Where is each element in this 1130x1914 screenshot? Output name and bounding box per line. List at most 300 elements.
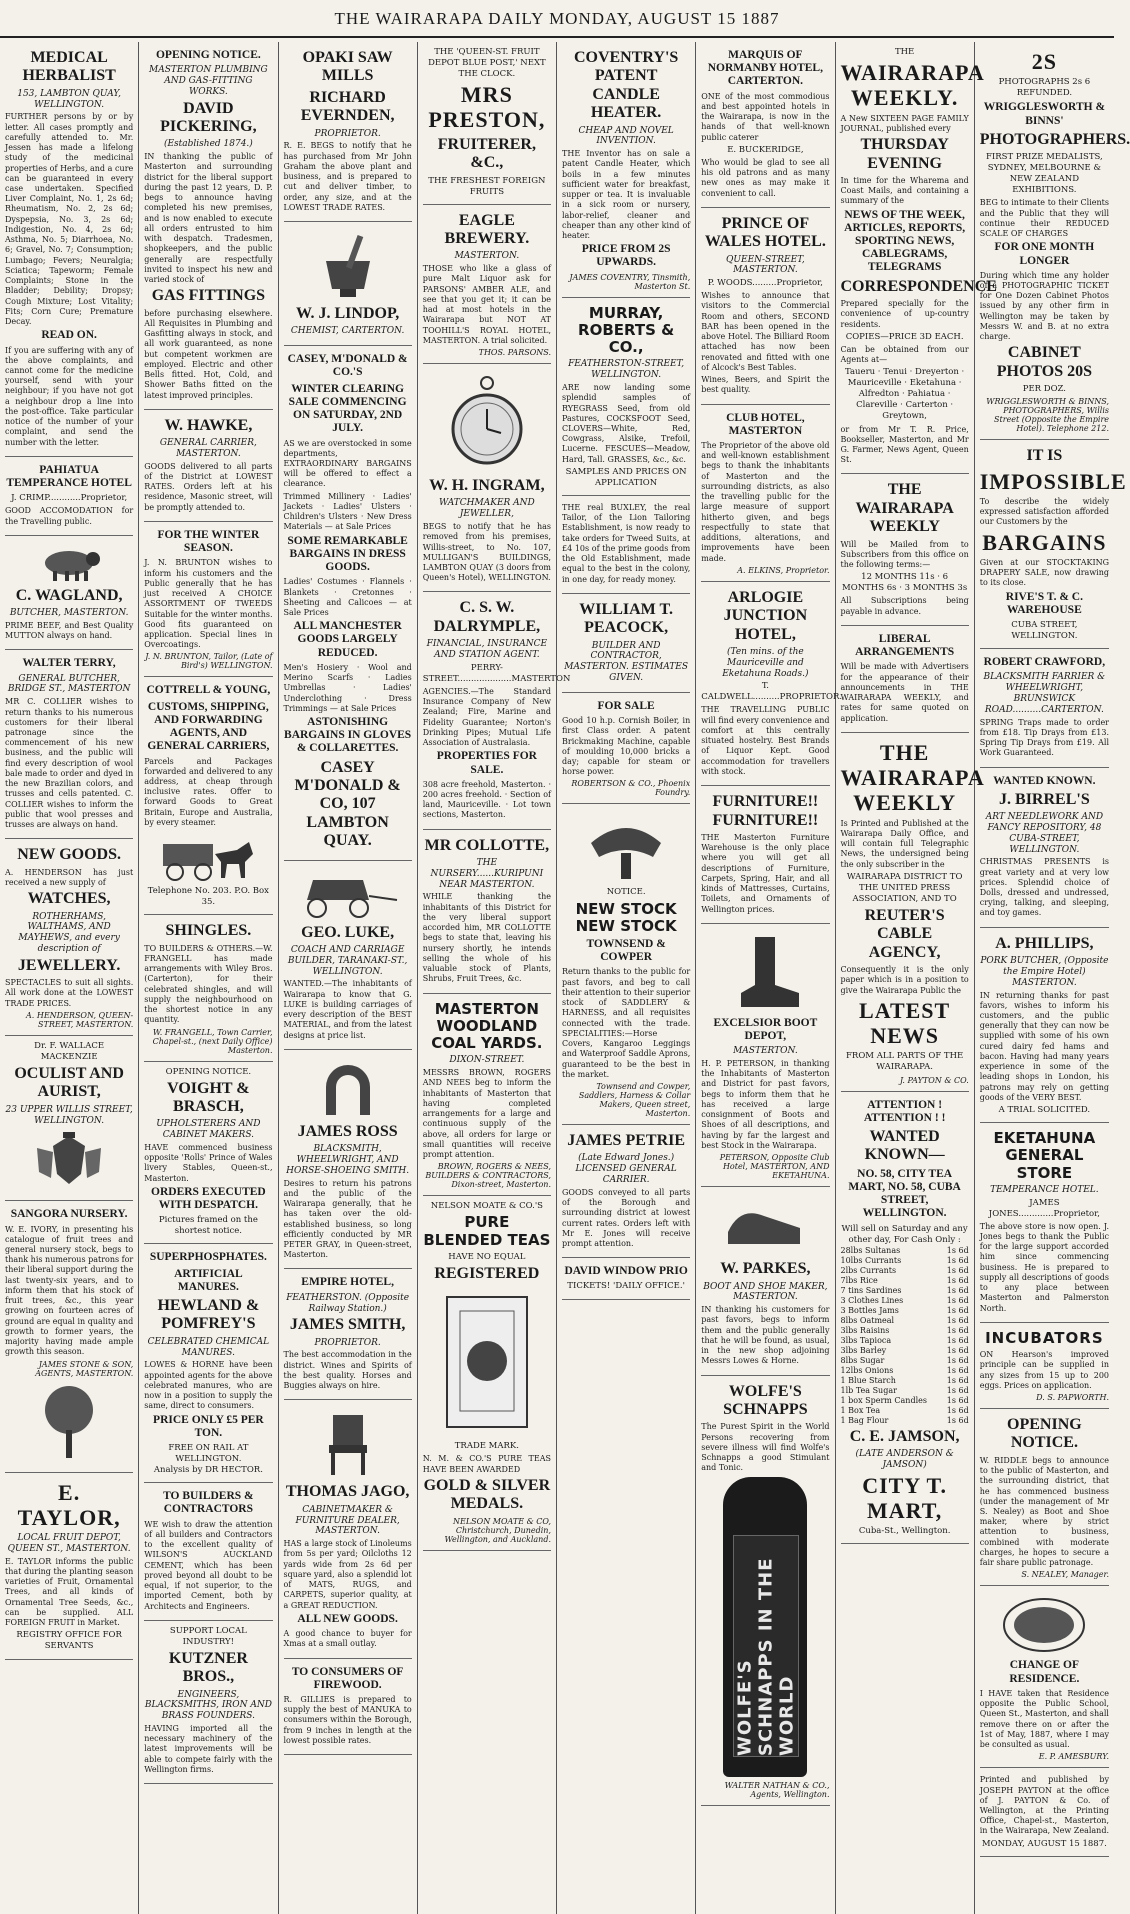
oculist-title: OCULIST AND AURIST, [14,1064,124,1101]
birrel-ad [980,768,1109,928]
horseshoe-icon [308,1059,388,1119]
brunton-body: J. N. BRUNTON wishes to inform his customers and the Public generally that he has just received A CHOICE ASSORTMENT OF TWEEDS Suitable for the winter months. Good fits guaranteed on application. Special lines in Overcoatings. [144,558,273,650]
casey-all: ALL MANCHESTER GOODS LARGELY REDUCED. [293,620,402,659]
ross-ad [284,1050,412,1270]
jago-body: HAS a large stock of Linoleums from 5s per yard; Oilcloths 12 yards wide from 2s 6d per square yard, also a splendid lot of MATS, RUGS, and CARPETS, superior quality, at a GREAT REDUCTION. [283,1539,412,1610]
manures-ad [144,1244,272,1483]
weekly-items: NEWS OF THE WEEK, ARTICLES, REPORTS, SPORTING NEWS, CABLEGRAMS, TELEGRAMS [844,208,966,274]
wagland-ad [5,536,133,651]
wrigglesworth-body2: During which time any holder of a PHOTOGRAPHIC TICKET for One Dozen Cabinet Photos issued by any other firm in Wellington may be taken by Messrs W. and B. at no extra charge. [979,270,1109,342]
price-amount: 1s 6d [946,1385,969,1395]
wanted-title: WANTED KNOWN. [993,774,1096,787]
pocket-watch-icon [447,373,527,473]
price-amount: 1s 6d [946,1355,969,1365]
wagland-sub: BUTCHER, MASTERTON. [9,608,129,619]
opaki-ad [284,42,412,222]
murray-title: MURRAY, ROBERTS & CO., [578,303,675,357]
wrigglesworth-medals: FIRST PRIZE MEDALISTS, SYDNEY, MELBOURNE & NEW ZEALAND EXHIBITIONS. [986,152,1103,196]
opening2-body: W. RIDDLE begs to announce to the public of Masterton, and the surrounding district, that he has commenced business (under the management of Mr S. Nealey) as Boot and Shoe maker, where by strict attention to business, combined with moderate charges, he hopes to secure a fair share public patronage. [979,1455,1109,1568]
kutzner-ad [144,1621,272,1784]
murray-samples: SAMPLES AND PRICES ON APPLICATION [565,466,687,488]
hawke-body: GOODS delivered to all parts of the District at LOWEST RATES. Orders left at his residence, Masonic street, will be promptly attended to. [144,461,273,512]
wagland-body: PRIME BEEF, and Best Quality MUTTON always on hand. [5,621,134,641]
column-2 [139,42,278,1914]
kutzner-sub: ENGINEERS, BLACKSMITHS, IRON AND BRASS FOUNDERS. [144,1689,272,1722]
coventry-ad [562,42,690,298]
taylor-sub: LOCAL FRUIT DEPOT, QUEEN ST., MASTERTON. [7,1533,131,1554]
luke-sub: COACH AND CARRIAGE BUILDER, TARANAKI-ST., WELLINGTON. [287,945,408,977]
allnew-title: ALL NEW GOODS. [297,1612,398,1625]
herbalist-body: FURTHER persons by or by letter. All cases promptly and carefully attended to. Mr. Jessen has made a lifelong study of the medicinal properties of Herbs, and a cure can be guaranteed in every case undertaken. Specified Liver Complaint, No. 1, 2s 6d; Rheumatism, No. 2, 2s 6d; Dyspepsia, No. 3, 2s 6d; Indigestion, No. 4, 2s 6d; Asthma, No. 5; Diarrhoea, No. 6; Gravel, No. 7; Consumption; Lumbago; Fevers; Neuralgia; Sciatica; Tapeworm; Female Complaints; Stone in the Bladder; Debility; Dropsy; Cough Mixture; Lost Vitality; Fits; Corn Cure; Premature Decay. [5,112,134,327]
price-item: 2lbs Currants [840,1265,897,1275]
price-amount: 1s 6d [946,1245,969,1255]
parkes-sub: BOOT AND SHOE MAKER, MASTERTON. [703,1281,828,1303]
coventry-sub: CHEAP AND NOVEL INVENTION. [578,125,674,147]
herbalist-read: READ ON. [41,329,97,342]
nursery-title: SANGORA NURSERY. [10,1208,128,1221]
reuter-title: REUTER'S CABLE AGENCY, [864,906,945,961]
reuter-body: Consequently it is the only paper which is in a position to give the Wairarapa Public the [840,965,969,995]
petrie-title: JAMES PETRIE [567,1132,686,1150]
price-item: 10lbs Currants [840,1255,902,1265]
price-amount: 1s 6d [946,1345,969,1355]
bargains-title: BARGAINS [982,529,1107,555]
wrangell-sign: W. FRANGELL, Town Carrier, Chapel-st., (next Daily Office) Masterton. [152,1027,273,1055]
price-list-row [841,1366,969,1376]
empire-title: EMPIRE HOTEL, [301,1276,394,1289]
weekly-corr: CORRESPONDENCE [840,277,997,295]
jewellery-title: JEWELLERY. [17,956,121,974]
weekly-agents: Can be obtained from our Agents at— [840,344,969,365]
price-item: 3 Bottles Jams [840,1305,899,1315]
coal-sub: DIXON-STREET. [449,1055,525,1066]
price-amount: 1s 6d [946,1415,969,1425]
eketahuna-ad [980,1123,1109,1323]
forsale-ad [562,693,690,805]
kutzner-top: SUPPORT LOCAL INDUSTRY! [169,1625,247,1647]
coal-body: MESSRS BROWN, ROGERS AND NEES beg to inform the inhabitants of Masterton that having completed arrangements for a large and continuous supply of the above, all orders for large or small quantities will receive prompt attention. [422,1068,551,1160]
incubators-sign: D. S. PAPWORTH. [1036,1393,1109,1403]
watches-title: WATCHES, [27,890,111,908]
arlogie-body: THE TRAVELLING PUBLIC will find every convenience and comfort at this centrally situated hostelry. Best Brands of Liquor Kept. Good accommodation for travellers with stock. [701,705,830,776]
phillips-sub: PORK BUTCHER, (Opposite the Empire Hotel) MASTERTON. [980,956,1109,988]
voight-note: Pictures framed on the shortest notice. [158,1215,258,1237]
impossible-body: To describe the widely expressed satisfaction afforded our Customers by the [979,496,1109,527]
residence-sign: E. P. AMESBURY. [1038,1752,1109,1762]
price-amount: 1s 6d [946,1305,969,1315]
coal-sign: BROWN, ROGERS & NEES, BUILDERS & CONTRACTORS, Dixon-street, Masterton. [425,1162,551,1190]
weekly2-ad [841,474,969,625]
weekly-corr-body: Prepared specially for the convenience of up-country residents. [840,299,969,329]
boot-sign: PETERSON, Opposite Club Hotel, MASTERTON, AND EKETAHUNA. [719,1153,830,1181]
builders-ad [144,1483,272,1621]
cottrell-ad [144,677,272,915]
opening2-sign: S. NEALEY, Manager. [1021,1570,1109,1580]
weekly-note: In time for the Wharema and Coast Mails, and containing a summary of the [840,175,969,206]
price-item: 1lb Tea Sugar [840,1385,897,1395]
hewland-analysis: Analysis by DR HECTOR. [153,1465,263,1476]
casey-list: Trimmed Millinery · Ladies' Jackets · Ladies' Ulsters · Children's Ulsters · New Dress Materials — at Sale Prices [283,491,412,532]
firewood-title: TO CONSUMERS OF FIREWOOD. [291,1665,404,1691]
price-item: 28lbs Sultanas [840,1245,901,1255]
weekly3-district: WAIRARAPA DISTRICT TO THE UNITED PRESS ASSOCIATION, AND TO [846,871,963,904]
weekly-the: THE [894,47,915,57]
weekly-ad [840,42,997,474]
crawford-title: ROBERT CRAWFORD, [983,656,1106,669]
boot-ad [701,924,829,1187]
jamson-sub: (LATE ANDERSON & JAMSON) [855,1449,954,1470]
wolfe-sign: WALTER NATHAN & CO., Agents, Wellington. [724,1781,830,1800]
reuter-sign: J. PAYTON & CO. [899,1075,969,1085]
voight-sub: UPHOLSTERERS AND CABINET MAKERS. [156,1119,261,1141]
prince-sub: QUEEN-STREET, MASTERTON. [726,254,805,276]
reuter-from: FROM ALL PARTS OF THE WAIRARAPA. [846,1051,964,1073]
opaki-body: R. E. BEGS to notify that he has purchased from Mr John Graham the above plant and business, and is prepared to cut and deliver timber, to order, any size, and at the LOWEST TRADE RATES. [283,141,412,212]
masthead-title: THE WAIRARAPA DAILY MONDAY, AUGUST 15 1887 [334,9,780,28]
shoe-icon [720,1196,810,1256]
nursery-body: W. E. IVORY, in presenting his catalogue of fruit trees and general nursery stock, begs to thank his numerous patrons for their liberal support during the last twenty-six years, and to inform them that his stock of fruit trees, &c., this year growing on fourteen acres of ground are equal in quality and growth to former years, the majority having made ample growth this season. [5,1224,134,1357]
herbalist-ad [5,42,133,457]
pahiatua-hotel-ad [5,457,133,536]
window-sub: TICKETS! 'DAILY OFFICE.' [567,1281,685,1292]
townsend-ad [562,804,690,1125]
price-amount: 1s 6d [946,1315,969,1325]
lindop-ad [284,222,412,346]
nelson-sign: NELSON MOATE & CO, Christchurch, Dunedin, Wellington, and Auckland. [444,1516,551,1544]
price-list-row [841,1296,969,1306]
price-item: 1 Blue Starch [840,1375,896,1385]
eagle-sub: MASTERTON. [454,251,520,262]
henderson-spec: SPECTACLES to suit all sights. All work done at the LOWEST TRADE PRICES. [5,978,134,1008]
column-4 [418,42,571,1914]
wrigglesworth-body: BEG to intimate to their Clients and the Public that they will continue their REDUCED SCALE OF CHARGES [979,198,1109,239]
casey-sale: WINTER CLEARING SALE COMMENCING ON SATURDAY, 2ND JULY. [288,382,407,435]
collotte-body: WHILE thanking the inhabitants of this District for the very liberal support accorded him, MR COLLOTTE begs to state that, leaving his nursery shortly, he intends selling the whole of his valuable stock of Plants, Shrubs, Fruit Trees, &c. [422,892,551,984]
dalrymple-ad [422,592,571,829]
opening-title: OPENING NOTICE. [155,49,261,61]
allnew-body: A good chance to buyer for Xmas at a small outlay. [283,1629,412,1649]
empire-body: The best accommodation in the district. Wines and Spirits of the best quality. Horses and Buggies always on hire. [283,1350,412,1391]
dalrymple-props: PROPERTIES FOR SALE. [436,750,537,776]
jago-sub: CABINETMAKER & FURNITURE DEALER, MASTERTON. [295,1504,400,1537]
hotel-proprietor: J. CRIMP............Proprietor, [11,493,128,504]
price-item: 12lbs Onions [840,1365,894,1375]
wrigglesworth-sub: PHOTOGRAPHERS. [979,130,1130,148]
firewood-ad [284,1659,412,1756]
price-list-row [841,1346,969,1356]
marquis-body: ONE of the most commodious and best appointed hotels in the Wairarapa, is now in the hands of that well-known public caterer [701,91,830,142]
henderson-ad [5,839,133,1036]
price-item: 8lbs Sugar [840,1355,885,1365]
voight-ad [144,1062,272,1245]
price-list-row [841,1336,969,1346]
masthead [0,0,1114,38]
price-list-row [841,1326,969,1336]
liberal-body: Will be made with Advertisers for the appearance of their announcements in THE WAIRARAPA WEEKLY, and rates for same quoted on application. [840,662,969,723]
townsend-body: Return thanks to the public for past favors, and beg to call their attention to their superior stock of SADDLERY & HARNESS, and all requisites connected with the trade. SPECIALITIES:—Horse Covers, Kangaroo Leggings and Waterproof Saddle Aprons, guaranteed to be the best in the market. [562,967,691,1079]
price-list-row [841,1316,969,1326]
price-list-row [841,1376,969,1386]
hotel-title: PAHIATUA TEMPERANCE HOTEL [6,463,132,490]
marquis-ad [701,42,829,208]
arlogie-title: ARLOGIE JUNCTION HOTEL, [723,588,808,643]
marquis-name: E. BUCKERIDGE, [727,144,804,155]
coventry-title: COVENTRY'S PATENT CANDLE HEATER. [573,49,679,122]
murray-sub: FEATHERSTON-STREET, WELLINGTON. [568,359,685,381]
super-title: SUPERPHOSPHATES. [149,1251,267,1264]
casey-bargains: SOME REMARKABLE BARGAINS IN DRESS GOODS. [287,534,408,574]
weekly-towns: Taueru · Tenui · Dreyerton · Mauriceville · Eketahuna · Alfredton · Pahiatua · Clareville · Carterton · Greytown, [844,367,965,422]
liberal-ad [841,626,969,733]
firewood-body: R. GILLIES is prepared to supply the best of MANUKA to consumers within the Borough, from 9 inches in length at the lowest possible rates. [283,1694,412,1745]
price-item: 1 Bag Flour [840,1415,889,1425]
hotel-body: GOOD ACCOMODATION for the Travelling public. [5,506,134,526]
price-list [841,1246,969,1426]
birrel-body: CHRISTMAS PRESENTS is great variety and at very low prices. Splendid choice of Dolls, dressed and undressed, crying, talking, and sleeping, and toy games. [979,857,1109,918]
arlogie-sub: (Ten mins. of the Mauriceville and Eketahuna Roads.) [722,647,809,679]
column-3 [279,42,418,1914]
luke-ad [284,861,412,1050]
newgoods-title: NEW GOODS. [17,846,121,864]
phillips-ad [980,928,1109,1123]
mortar-pestle-icon [318,231,378,301]
eketahuna-name: JAMES JONES.............Proprietor, [988,1197,1100,1219]
incubators-title: INCUBATORS [985,1328,1104,1347]
nelson-medals: GOLD & SILVER MEDALS. [423,1476,551,1513]
price-item: 3lbs Tapioca [840,1335,892,1345]
empire-sub: FEATHERSTON. (Opposite Railway Station.) [286,1292,410,1314]
incubators-body: ON Hearson's improved principle can be supplied in any sizes from 15 up to 200 eggs. Prices on application. [979,1350,1109,1390]
brunton-sign: J. N. BRUNTON, Tailor, (Late of Bird's) WELLINGTON. [145,652,273,671]
preston-ad [423,42,551,205]
jago-ad [284,1400,412,1658]
cottrell-body: Parcels and Packages forwarded and delivered to any address, at cheap through inclusive rates. Offer to forward Goods to Great Britain, Europe and Australia, by every steamer. [144,756,273,827]
buxley-ad [562,496,690,594]
arlogie-ad [701,582,843,786]
tea-title: NO. 58, CITY TEA MART, NO. 58, CUBA STREET, WELLINGTON. [848,1167,961,1220]
herbalist-note: If you are suffering with any of the above complaints, and cannot come for the medicine yourself, send with your neighbour; if you have not got a neighbour drop a line into the post-office. Take particular notice of the number of your complaint, and send the number with the letter. [5,345,134,447]
taylor-ad [5,1473,133,1660]
prince-title: PRINCE OF WALES HOTEL. [704,214,826,251]
taylor-title: E. TAYLOR, [17,1479,121,1530]
column-5 [557,42,696,1914]
gas-title: GAS FITTINGS [151,287,266,305]
casey-list2: Ladies' Costumes · Flannels · Blankets · Cretonnes · Sheeting and Calicoes — at Sale Prices [283,577,412,617]
casey-footer: CASEY M'DONALD & CO, 107 LAMBTON QUAY. [294,758,401,850]
incubators-ad [980,1323,1109,1409]
saddle-icon [581,813,671,883]
herbalist-title: MEDICAL HERBALIST [22,49,116,85]
pickering-ad [144,42,272,410]
wrigglesworth-month: FOR ONE MONTH LONGER [994,241,1095,267]
shingles-ad [144,915,272,1061]
attention-sub: WANTED KNOWN— [864,1127,945,1164]
ingram-ad [423,364,551,592]
tea-note: Will sell on Saturday and any other day, For Cash Only : [841,1223,968,1245]
ingram-title: W. H. INGRAM, [429,477,545,495]
oculist-ad [5,1036,133,1201]
opaki-name: RICHARD EVERNDEN, [300,88,395,125]
weekly3-title: THE WAIRARAPA WEEKLY [840,739,985,816]
forsale-sign: ROBERTSON & CO., Phoenix Foundry. [571,779,691,798]
price-amount: 1s 6d [946,1395,969,1405]
preston-body: THE FRESHEST FOREIGN FRUITS [428,175,546,197]
price-item: 7lbs Rice [840,1275,878,1285]
terry-ad [5,650,133,839]
price-list-row [841,1286,969,1296]
terry-title: WALTER TERRY, [22,657,116,670]
nelson-ad [423,1196,551,1550]
seal-icon [999,1595,1089,1655]
pickering-title: DAVID PICKERING, [160,99,257,135]
schnapps-bottle-icon [723,1477,807,1777]
pickering-body: IN thanking the public of Masterton and surrounding district for the liberal support during the past 12 years, D. P. begs to announce having completed his new premises, and is now enabled to execute all orders entrusted to him with despatch. Tradesmen, shopkeepers, and the public generally are respectfully invited to inspect his new and varied stock of [144,152,273,284]
imprint-text: Printed and published by JOSEPH PAYTON at the office of J. PAYTON & Co. of Wellington, at the Printing Office, Chapel-st., Masterton, in the Wairarapa, New Zealand. [979,1775,1109,1836]
preston-title: MRS PRESTON, [428,82,546,133]
citymart-sub: Cuba-St., Wellington. [858,1526,951,1537]
casey-list3: Men's Hosiery · Wool and Merino Scarfs · Ladies Umbrellas · Ladies' Underclothing · Dress Trimmings — at Sale Prices [283,662,412,713]
weekly2-terms: 12 MONTHS 11s · 6 MONTHS 6s · 3 MONTHS 3s [842,572,968,594]
townsend-sign: Townsend and Cowper, Saddlers, Harness & Collar Makers, Queen street, Masterton. [578,1082,691,1119]
notice-title: NOTICE. [606,887,646,898]
price-item: 8lbs Oatmeal [840,1315,895,1325]
crawford-sub: BLACKSMITH FARRIER & WHEELWRIGHT, BRUNSWICK ROAD..........CARTERTON. [983,672,1106,715]
shingles-title: SHINGLES. [165,922,252,940]
marquis-note: Who would be glad to see all his old patrons and as many new ones as may make it convenient to call. [701,157,830,198]
tea-mart-ad [841,1092,969,1545]
ross-title: JAMES ROSS [297,1122,398,1140]
casey-ad [284,346,412,860]
eagle-body: THOSE who like a glass of pure Malt Liquor ask for PARSONS' AMBER ALE, and see that you get it; it can be had at most hotels in the Wairarapa but NOT AT TOOHILL'S ROYAL HOTEL, MASTERTON. A trial solicited. [422,264,551,345]
wolfe-title: WOLFE'S SCHNAPPS [723,1382,808,1418]
liberal-title: LIBERAL ARRANGEMENTS [855,632,955,659]
peacock-title: WILLIAM T. PEACOCK, [579,600,673,637]
riddle-ad [980,1409,1109,1586]
wrangell-body: TO BUILDERS & OTHERS.—W. FRANGELL has made arrangements with Wiley Bros. (Carterton), for their celebrated shingles, and will supply the neighbourhood on the shortest notice in any quantity. [144,943,273,1025]
price-amount: 1s 6d [946,1375,969,1385]
lindop-title: W. J. LINDOP, [295,305,400,322]
chair-icon [313,1409,383,1479]
price-list-row [841,1246,969,1256]
prince-ad [701,208,829,405]
price-item: 7 tins Sardines [840,1285,902,1295]
carriage-icon [293,870,403,920]
casey-gloves: ASTONISHING BARGAINS IN GLOVES & COLLARETTES. [284,716,412,755]
parkes-title: W. PARKES, [720,1260,811,1278]
rive-sub: CUBA STREET, WELLINGTON. [1011,620,1078,642]
cottrell-title: COTTRELL & YOUNG, [146,684,271,697]
hewland-sub: CELEBRATED CHEMICAL MANURES. [147,1336,270,1358]
peacock-sub: BUILDER AND CONTRACTOR, MASTERTON. ESTIMATES GIVEN. [564,640,688,684]
henderson-sign: A. HENDERSON, QUEEN-STREET, MASTERTON. [25,1010,134,1029]
cottrell-phone: Telephone No. 203. P.O. Box 35. [147,886,269,908]
preston-top: THE 'QUEEN-ST. FRUIT DEPOT BLUE POST,' NEXT THE CLOCK. [428,47,546,80]
crawford-ad [980,649,1109,767]
price-item: 3lbs Raisins [840,1325,890,1335]
collotte-title: MR COLLOTTE, [424,836,550,854]
impossible-ad [979,440,1127,649]
buxley-body: THE real BUXLEY, the real Tailor, of the Lion Tailoring Establishment, is now ready to take orders for Tweed Suits, at £4 10s of the prime goods from the Old Establishment, made equal to the best in the colony, in one day, for ready money. [562,503,691,584]
mackenzie-top: Dr. F. WALLACE MACKENZIE [34,1040,105,1062]
collotte-sub: THE NURSERY......KURIPUNI NEAR MASTERTON. [430,858,544,890]
bargains-body: Given at our STOCKTAKING DRAPERY SALE, now drawing to its close. [979,557,1109,588]
weekly2-payable: All Subscriptions being payable in advance. [840,596,969,616]
newstock-title: NEW STOCK NEW STOCK [575,899,677,935]
hewland-price: PRICE ONLY £5 PER TON. [153,1413,264,1439]
column-8 [975,42,1130,1914]
empire-prop: PROPRIETOR. [314,1337,381,1348]
sheep-icon [29,545,109,583]
furniture-title: FURNITURE!! FURNITURE!! [712,793,819,829]
marquis-title: MARQUIS OF NORMANBY HOTEL, CARTERTON. [707,49,823,88]
price-amount: 1s 6d [946,1335,969,1345]
furniture-ad [701,786,829,924]
weekly-body: A New SIXTEEN PAGE FAMILY JOURNAL, published every [840,113,969,133]
luke-body: WANTED.—The inhabitants of Wairarapa to know that G. LUKE is building carriages of every description of the BEST MATERIAL, and from the latest designs at price list. [283,979,412,1040]
itis-title: IT IS [1026,447,1063,465]
bottle-label: WOLFE'S SCHNAPPS IN THE WORLD [733,1535,799,1757]
coventry-price: PRICE FROM 2S UPWARDS. [581,243,671,269]
rive-title: RIVE'S T. & C. WAREHOUSE [1005,590,1083,616]
manures-title: ARTIFICIAL MANURES. [174,1267,243,1293]
forsale-body: Good 10 h.p. Cornish Boiler, in first Class order. A patent Brickmaking Machine, capable of moulding 10,000 bricks a day; capable for steam or horse power. [562,716,691,777]
eketahuna-title: EKETAHUNA GENERAL STORE [993,1129,1096,1182]
club-ad [701,405,829,582]
arlogie-name: T. CALDWELL..........PROPRIETOR. [701,681,843,703]
horse-cart-icon [153,832,263,882]
dalrymple-sub: FINANCIAL, INSURANCE AND STATION AGENT. [426,639,548,661]
voight-top: OPENING NOTICE. [165,1066,252,1077]
price-amount: 1s 6d [946,1295,969,1305]
hawke-title: W. HAWKE, [164,416,253,434]
coventry-sign: JAMES COVENTRY, Tinsmith, Masterton St. [569,272,691,291]
herbalist-address: 153, LAMBTON QUAY, WELLINGTON. [17,88,122,110]
coat-of-arms-icon [19,1130,119,1190]
boot-sub: MASTERTON. [733,1046,798,1057]
column-1 [0,42,139,1914]
nursery-ad [5,1201,133,1472]
kutzner-body: HAVING imported all the necessary machinery of the latest improvements will be able to compete fairly with the Wellington firms. [144,1724,273,1774]
residence-body: I HAVE taken that Residence opposite the Public School, Queen St., Masterton, and shall remove there on or after the 1st of May, 1887, where I may be consulted as usual. [979,1688,1109,1750]
boot-icon [725,933,805,1013]
murray-body: ARE now landing some splendid samples of RYEGRASS Seed, from old Pastures, COCKSFOOT Seed, CLOVERS—White, Red, Cowgrass, Alsike, Trefoil, Lucerne. FESCUES—Meadow, Hard, Tall. GRASSES, &c., &c. [562,383,691,464]
tallis-note: PHOTOGRAPHS 2s 6 REFUNDED. [998,77,1091,99]
price-amount: 1s 6d [946,1285,969,1295]
oculist-address: 23 UPPER WILLIS STREET, WELLINGTON. [5,1104,133,1126]
eagle-title: EAGLE BREWERY. [444,211,530,247]
crawford-body: SPRING Traps made to order from £18. Tip Drays from £13. Spring Tip Drays from £19. All Work Guaranteed. [979,717,1109,758]
club-sign: A. ELKINS, Proprietor. [737,565,830,575]
empire-name: JAMES SMITH, [289,1316,406,1334]
nelson-top: NELSON MOATE & CO.'S [430,1201,543,1212]
price-item: 3 Clothes Lines [840,1295,904,1305]
parkes-body: IN thanking his customers for past favors, begs to inform them and the public generally that he will be found, as usual, in the new shop adjoining Messrs Lowes & Horne. [701,1305,830,1366]
eketahuna-body: The above store is now open. J. Jones begs to thank the Public for the large support accorded him since commencing business. He is prepared to supply all descriptions of goods to any place between Masterton and Palmerston North. [979,1221,1109,1313]
fruit-tree-icon [34,1382,104,1462]
tea-chest-icon [432,1287,542,1437]
attention-title: ATTENTION ! ATTENTION ! ! [863,1098,946,1124]
citymart-title: CITY T. MART, [862,1472,948,1523]
column-6 [696,42,843,1914]
nelson-title: PURE BLENDED TEAS [423,1213,551,1249]
wrigglesworth-title: WRIGGLESWORTH & BINNS' [983,101,1106,127]
lindop-sub: CHEMIST, CARTERTON. [290,326,405,337]
petrie-body: GOODS conveyed to all parts of the Borough and surrounding district at lowest current rates. Orders left with Mr E. Jones will receive prompt attention. [562,1187,691,1248]
parkes-ad [701,1187,829,1375]
weekly-price: COPIES—PRICE 3D EACH. [845,331,964,342]
impossible-title: IMPOSSIBLE [979,468,1127,494]
pickering-estd: (Established 1874.) [163,139,253,150]
